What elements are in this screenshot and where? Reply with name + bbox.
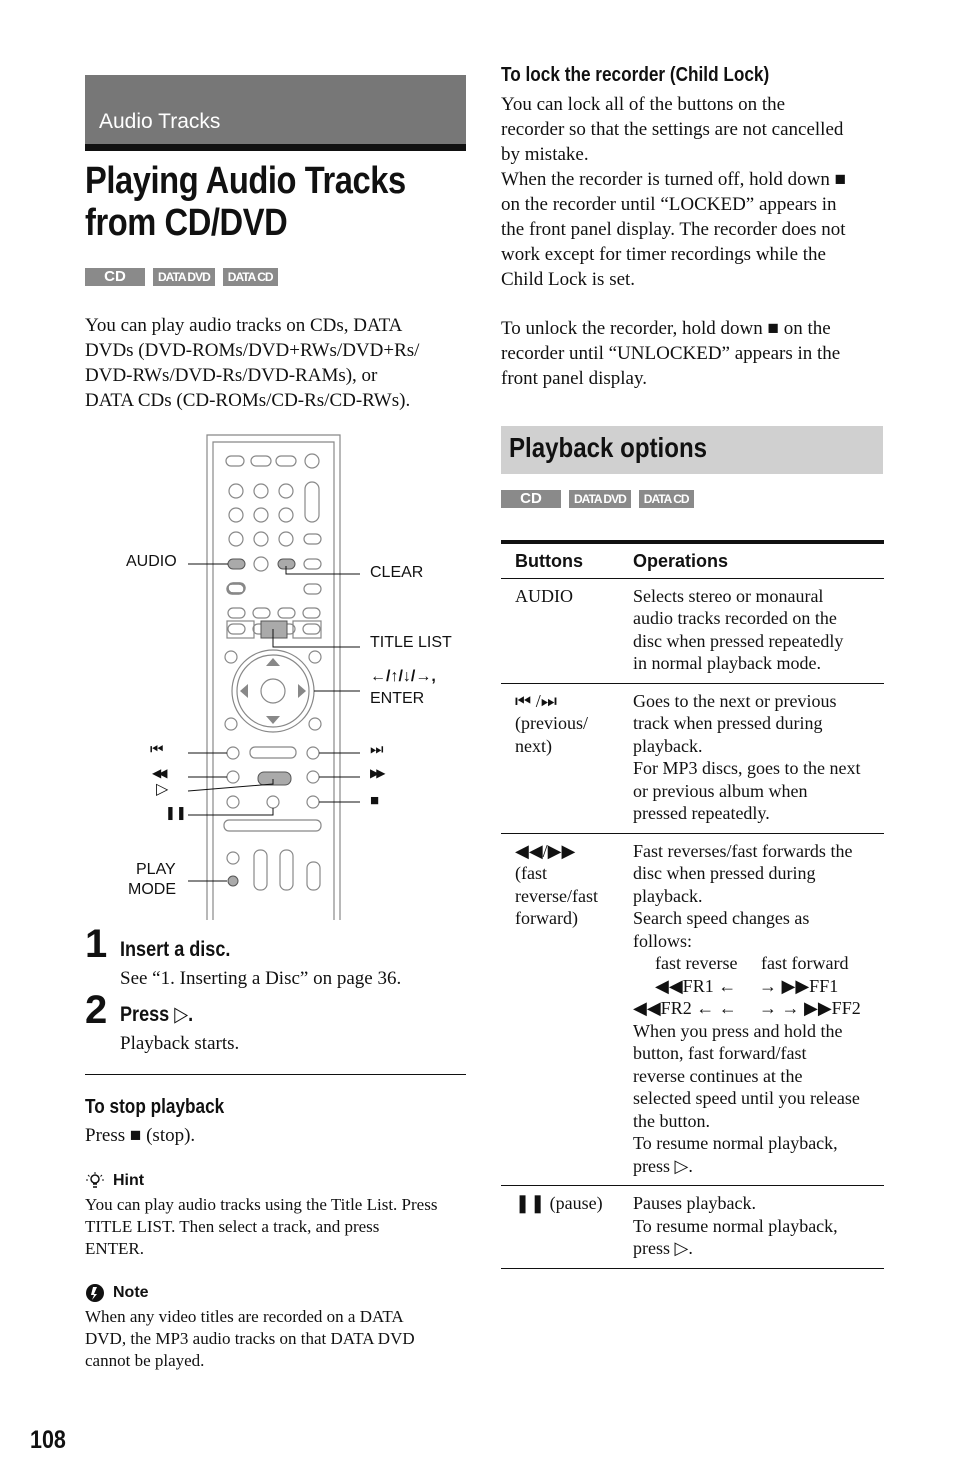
table-row [501, 833, 884, 1186]
button-cell: AUDIO [501, 578, 619, 683]
step-1-number: 1 [85, 922, 108, 966]
callout-audio: AUDIO [126, 553, 177, 570]
note-text: When any video titles are recorded on a DATA DVD, the MP3 audio tracks on that DATA DVD cannot be played. [85, 1307, 415, 1370]
step-1-title: Insert a disc. [120, 938, 231, 961]
step-1-text: See “1. Inserting a Disc” on page 36. [120, 968, 402, 989]
button-cell: ◀◀/▶▶ (fast reverse/fast forward) [501, 833, 619, 1186]
badge-cd: CD [501, 490, 561, 508]
speed-row-1: ◀◀FR1 ← → ▶▶FF1 [655, 975, 839, 996]
bulb-icon [86, 1172, 104, 1190]
play-icon: ▷ [156, 781, 169, 798]
stop-playback-heading: To stop playback [85, 1096, 225, 1118]
column-header-buttons: Buttons [501, 542, 619, 578]
rewind-icon: ◀◀ [152, 766, 165, 780]
intro-paragraph: You can play audio tracks on CDs, DATA DVDs (DVD-ROMs/DVD+RWs/DVD+Rs/ DVD-RWs/DVD-Rs/DVD-RAMs), or DATA CDs (CD-ROMs/CD-Rs/CD-RWs). [85, 315, 420, 411]
button-cell: ❚❚ (pause) [501, 1186, 619, 1269]
playback-options-title: Playback options [509, 432, 708, 463]
prev-icon: ⏮ [150, 741, 164, 758]
step-2-text: Playback starts. [120, 1033, 240, 1054]
callout-arrows: ←/↑/↓/→, [370, 668, 436, 685]
column-header-operations: Operations [619, 542, 884, 578]
divider [85, 1074, 466, 1075]
callout-clear: CLEAR [370, 564, 424, 581]
child-lock-paragraph-1: You can lock all of the buttons on the recorder so that the settings are not cancelled by mistake. When the recorder is turned off, hold down ■ on the recorder until “LOCKED” appears in the front panel display. The recorder does not work except for timer recordings while the Child Lock is set. [501, 94, 847, 290]
callout-title-list: TITLE LIST [370, 634, 452, 651]
table-header-row [501, 542, 884, 578]
badge-data-dvd: DATA DVD [153, 268, 215, 286]
stop-playback-text: Press ■ (stop). [85, 1125, 196, 1146]
callout-enter: ENTER [370, 690, 425, 707]
section-title: Audio Tracks [99, 110, 221, 133]
section-header-rule [85, 144, 466, 151]
badge-data-cd: DATA CD [223, 268, 278, 286]
operation-cell: Goes to the next or previous track when pressed during playback. For MP3 discs, goes to the next or previous album when pressed repeatedly. [619, 683, 884, 833]
badge-cd: CD [85, 268, 145, 286]
badge-data-dvd: DATA DVD [569, 490, 631, 508]
step-2-title: Press ▷. [120, 1003, 194, 1026]
badge-data-cd: DATA CD [639, 490, 694, 508]
operation-cell: Selects stereo or monaural audio tracks recorded on the disc when pressed repeatedly in normal playback mode. [619, 578, 884, 683]
note-icon [85, 1283, 105, 1303]
table-row [501, 683, 884, 833]
stop-icon: ■ [370, 792, 380, 809]
fast-forward-icon: ▶▶ [370, 766, 383, 780]
hint-text: You can play audio tracks using the Title List. Press TITLE LIST. Then select a track, and press ENTER. [85, 1195, 438, 1258]
operation-cell: Pauses playback. To resume normal playback, press ▷. [619, 1186, 884, 1269]
table-row [501, 578, 884, 683]
playback-options-badges [501, 490, 694, 508]
table-row [501, 1186, 884, 1269]
pause-icon: ❚❚ [165, 805, 187, 820]
speed-header-row: fast reverse fast forward [655, 953, 849, 973]
playback-options-table [501, 540, 884, 1269]
next-icon: ⏭ [370, 741, 384, 758]
operation-cell: Fast reverses/fast forwards the disc when pressed during playback. Search speed changes as follows: fast reverse fast forward ◀◀FR1 ← → ▶▶FF1 ◀◀FR2 ← ← → → ▶▶FF2 When you press and hold the button, fast forward/fast reverse continues at the selected speed until you release the button. To resume normal playback, press ▷. [619, 833, 884, 1186]
callout-play-mode-line2: MODE [128, 881, 176, 898]
step-2-number: 2 [85, 988, 108, 1032]
button-cell: ⏮ /⏭ (previous/ next) [501, 683, 619, 833]
child-lock-heading: To lock the recorder (Child Lock) [501, 64, 770, 86]
note-title: Note [113, 1284, 149, 1301]
speed-row-2: ◀◀FR2 ← ← → → ▶▶FF2 [633, 998, 861, 1018]
hint-title: Hint [113, 1172, 145, 1189]
page-title: Playing Audio Tracks from CD/DVD [85, 160, 406, 244]
callout-play-mode-line1: PLAY [136, 861, 176, 878]
page-number: 108 [30, 1426, 66, 1454]
child-lock-paragraph-2: To unlock the recorder, hold down ■ on the recorder until “UNLOCKED” appears in the front panel display. [501, 318, 841, 389]
disc-type-badges [85, 268, 278, 286]
